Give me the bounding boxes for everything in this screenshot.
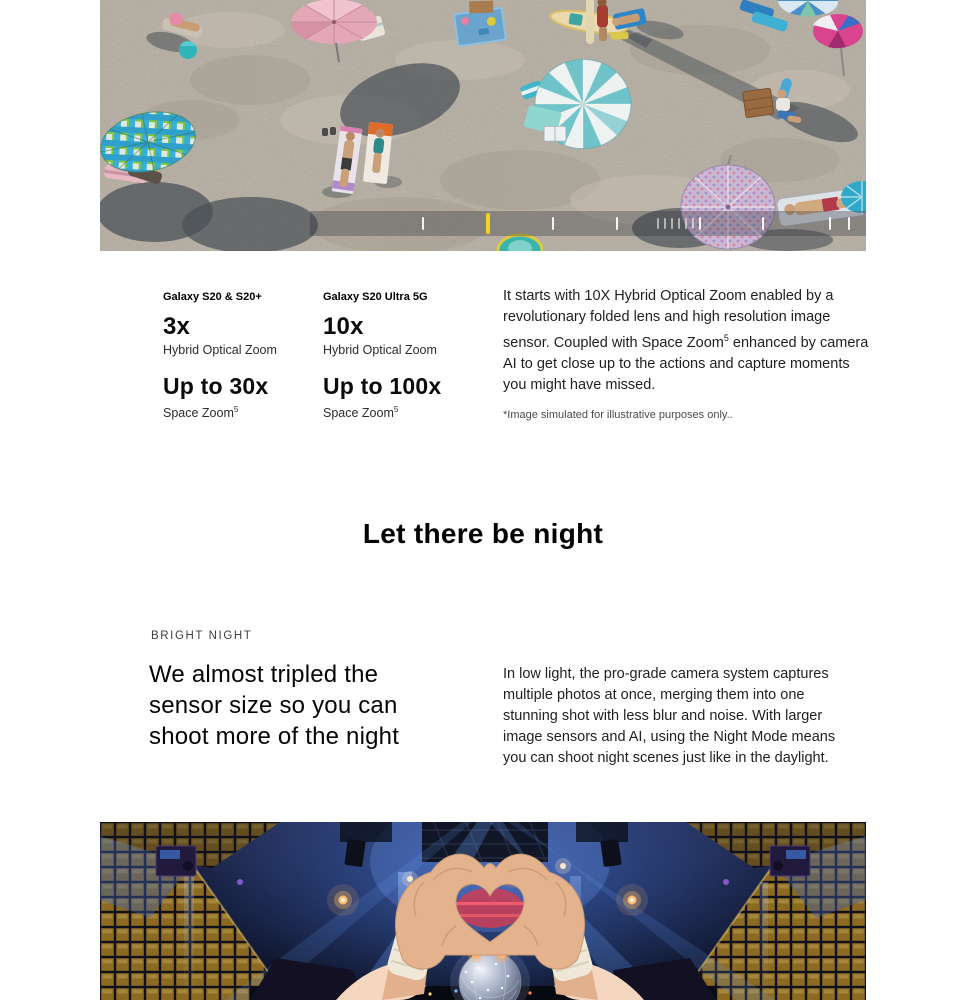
section-title: Let there be night xyxy=(362,518,604,549)
feature-description: In low light, the pro-grade camera system captures multiple photos at once, merging them into one stunning shot with less blur and noise. With larger image sensors and AI, using the Night Mode means you can shoot night scenes just like in the daylight. xyxy=(503,666,836,766)
concert-photo xyxy=(100,822,866,1000)
speaker-left xyxy=(156,846,196,876)
disclaimer-footnote: *Image simulated for illustrative purposes only.. xyxy=(503,409,733,421)
footnote-marker: 5 xyxy=(233,405,239,414)
optical-zoom-label: Hybrid Optical Zoom xyxy=(163,343,277,357)
spec-column-s20-ultra xyxy=(323,291,441,420)
space-zoom-label: Space Zoom$^5$ xyxy=(323,405,399,421)
feature-heading: We almost tripled the sensor size so you can shoot more of the night xyxy=(149,661,400,750)
optical-zoom-value: 10x xyxy=(323,313,364,340)
space-zoom-label: Space Zoom$^5$ xyxy=(163,405,239,421)
optical-zoom-value: 3x xyxy=(163,313,191,340)
zoom-scale-ruler xyxy=(310,211,866,236)
device-name: Galaxy S20 Ultra 5G xyxy=(323,291,428,303)
footnote-marker: 5 xyxy=(393,405,399,414)
ruler-current-position-tick xyxy=(486,213,490,234)
beach-photo-illustration xyxy=(100,0,866,251)
speaker-right xyxy=(770,846,810,876)
spec-column-s20 xyxy=(163,291,277,420)
beach-photo xyxy=(100,0,866,251)
feature-eyebrow: BRIGHT NIGHT xyxy=(151,630,253,642)
footnote-marker: 5 xyxy=(723,333,729,343)
optical-zoom-label: Hybrid Optical Zoom xyxy=(323,343,437,357)
concert-photo-illustration xyxy=(100,822,866,1000)
space-zoom-value: Up to 30x xyxy=(163,373,269,399)
zoom-description: It starts with 10X Hybrid Optical Zoom enabled by a revolutionary folded lens and high resolution image sensor. Coupled with Space Zoom$^5$ enhanced by camera AI to get close up to the actions and capture moments you might have missed. xyxy=(503,288,869,393)
space-zoom-value: Up to 100x xyxy=(323,373,442,399)
device-name: Galaxy S20 & S20+ xyxy=(163,291,262,303)
